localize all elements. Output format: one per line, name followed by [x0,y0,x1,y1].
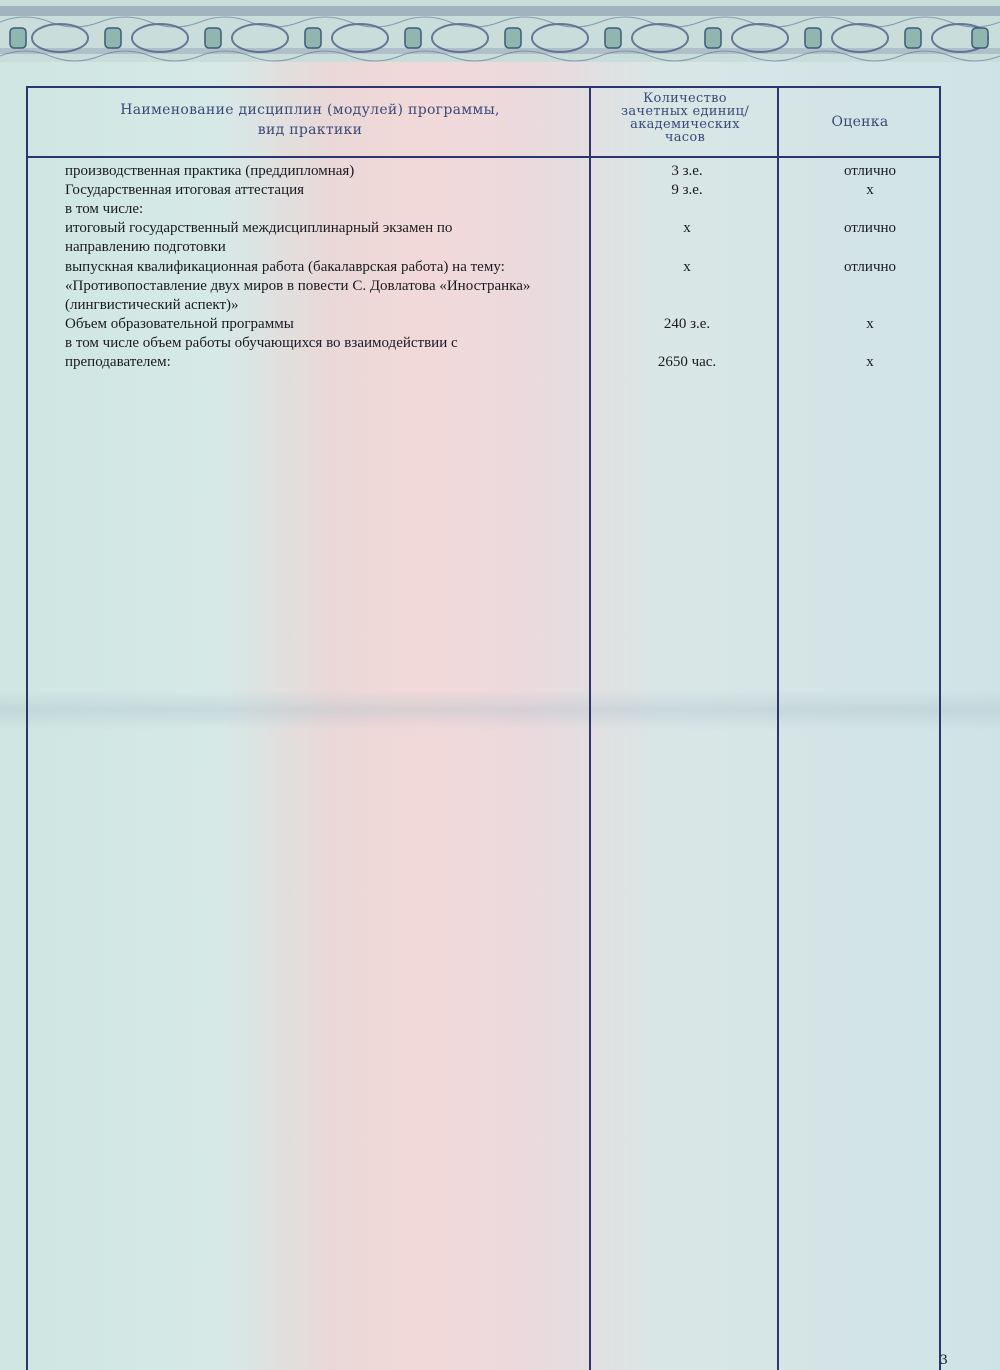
row-grade: отлично [843,163,897,179]
row-discipline: в том числе объем работы обучающихся во взаимодействии с [65,335,458,351]
row-credits: 9 з.е. [671,182,703,198]
header-credits [592,92,778,144]
header-discipline-name [30,100,590,140]
column-divider-2 [777,86,779,1370]
row-discipline: Объем образовательной программы [65,316,294,332]
row-discipline: «Противопоставление двух миров в повести С. Довлатова «Иностранка» [65,278,531,294]
row-discipline: выпускная квалификационная работа (бакалаврская работа) на тему: [65,259,505,275]
header-credits-line1: Количество [643,91,727,106]
page-number: 3 [940,1352,948,1368]
row-discipline: в том числе: [65,201,144,217]
header-credits-line2: зачетных единиц/ [620,104,750,119]
header-credits-line4: часов [664,130,706,145]
column-divider-1 [589,86,591,1370]
row-discipline: производственная практика (преддипломная) [65,163,355,179]
guilloche-border-ornament [0,0,1000,62]
row-grade: x [866,316,874,332]
row-discipline: итоговый государственный междисциплинарный экзамен по [65,220,453,236]
row-credits: 240 з.е. [663,316,711,332]
row-grade: x [866,354,874,370]
header-divider [26,156,941,158]
row-credits: 2650 час. [657,354,717,370]
row-discipline: преподавателем: [65,354,171,370]
header-credits-line3: академических [630,117,740,132]
row-discipline: Государственная итоговая аттестация [65,182,305,198]
header-discipline-line1: Наименование дисциплин (модулей) программы, [120,102,500,118]
row-discipline: направлению подготовки [65,239,226,255]
row-credits: x [683,220,691,236]
header-grade: Оценка [831,114,889,130]
header-discipline-line2: вид практики [257,122,363,138]
row-discipline: (лингвистический аспект)» [65,297,239,313]
row-credits: x [683,259,691,275]
row-credits: 3 з.е. [671,163,703,179]
row-grade: x [866,182,874,198]
row-grade: отлично [843,220,897,236]
row-grade: отлично [843,259,897,275]
